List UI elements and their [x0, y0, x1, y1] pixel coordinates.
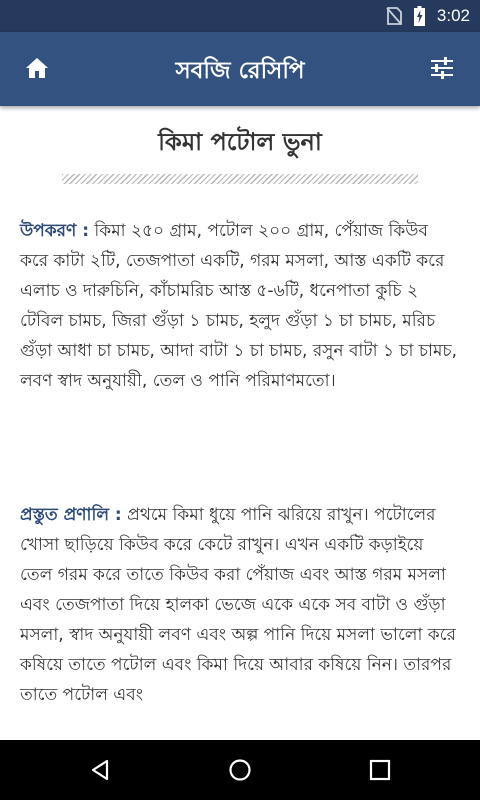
system-nav-bar: [0, 740, 480, 800]
battery-charging-icon: [414, 6, 425, 26]
method-paragraph: [20, 500, 460, 710]
status-time: 3:02: [436, 6, 470, 25]
recipe-title: কিমা পটোল ভুনা: [158, 128, 322, 156]
tune-icon[interactable]: [430, 57, 454, 79]
ingredients-label: উপকরণ :: [20, 221, 90, 241]
back-icon[interactable]: [88, 758, 112, 782]
method-label: প্রস্তুত প্রণালি :: [20, 505, 122, 525]
recents-icon[interactable]: [368, 758, 392, 782]
status-bar: [0, 0, 480, 32]
ingredients-paragraph: [20, 216, 460, 396]
app-title: সবজি রেসিপি: [175, 58, 305, 84]
ingredients-text: কিমা ২৫০ গ্রাম, পটোল ২০০ গ্রাম, পেঁয়াজ কিউব করে কাটা ২টি, তেজপাতা একটি, গরম মসলা, আস্ত একটি করে এলাচ ও দারুচিনি, কাঁচামরিচ আস্ত ৫-৬টি, ধনেপাতা কুচি ২ টেবিল চামচ, জিরা গুঁড়া ১ চামচ, হলুদ গুঁড়া ১ চা চামচ, মরিচ গুঁড়া আধা চা চামচ, আদা বাটা ১ চা চামচ, রসুন বাটা ১ চা চামচ, লবণ স্বাদ অনুযায়ী, তেল ও পানি পরিমাণমতো।: [20, 221, 458, 391]
no-sim-icon: [386, 7, 402, 25]
recipe-content[interactable]: [0, 106, 480, 740]
title-divider: [62, 174, 418, 184]
app-bar: [0, 32, 480, 106]
method-text: প্রথমে কিমা ধুয়ে পানি ঝরিয়ে রাখুন। পটোলের খোসা ছাড়িয়ে কিউব করে কেটে রাখুন। এখন একটি কড়াইয়ে তেল গরম করে তাতে কিউব করা পেঁয়াজ এবং আস্ত গরম মসলা এবং তেজপাতা দিয়ে হালকা ভেজে একে একে সব বাটা ও গুঁড়া মসলা, স্বাদ অনুযায়ী লবণ এবং অল্প পানি দিয়ে মসলা ভালো করে কষিয়ে তাতে পটোল এবং কিমা দিয়ে আবার কষিয়ে নিন। তারপর তাতে পটোল এবং: [20, 505, 456, 705]
home-circle-icon[interactable]: [228, 758, 252, 782]
